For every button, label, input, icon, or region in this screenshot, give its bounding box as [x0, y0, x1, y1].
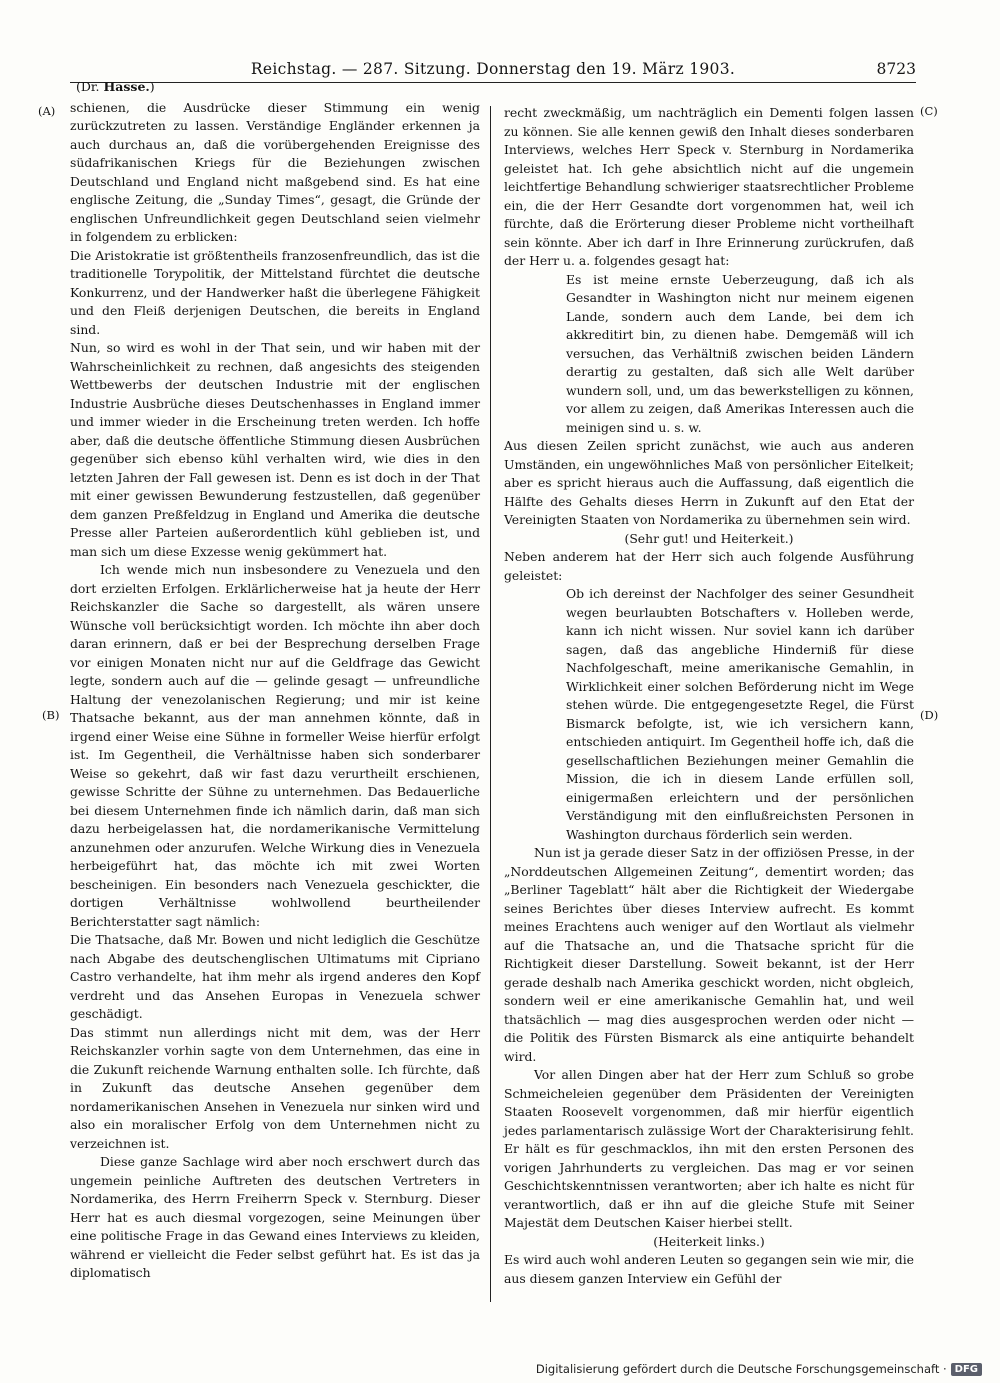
footer-text: Digitalisierung gefördert durch die Deutsche Forschungsgemeinschaft ·: [535, 1362, 947, 1376]
paragraph: Aus diesen Zeilen spricht zunächst, wie auch aus anderen Umständen, ein ungewöhnliches Maß von persönlicher Eitelkeit; aber es spricht hieraus auch die Auffassung, daß eigentlich die Hälfte des Gehalts dieses Herrn in Zukunft auf den Etat der Vereinigten Staaten von Nordamerika zu übernehmen sein wird.: [504, 438, 914, 527]
right-column-body: [504, 104, 914, 1288]
speaker-name: Hasse.: [103, 79, 150, 94]
quoted-passage: Die Aristokratie ist größtentheils franzosenfreundlich, das ist die traditionelle Torypolitik, der Mittelstand fürchtet die deutsche Konkurrenz, und der Handwerker haßt die überlegene Fähigkeit und den Fleiß derjenigen Deutschen, die bereits in England sind.: [70, 247, 480, 337]
paragraph: schienen, die Ausdrücke dieser Stimmung ein wenig zurückzutreten zu lassen. Verständige Engländer erkennen ja auch durchaus an, daß die vorübergehenden Ereignisse des südafrikanischen Kriegs für die Beziehungen zwischen Deutschland und England nicht maßgebend sind. Es hat eine englische Zeitung, die „Sunday Times“, gesagt, die Gründe der englischen Unfreundlichkeit gegen Deutschland seien vielmehr in folgendem zu erblicken:: [70, 99, 480, 244]
header-title: Reichstag. — 287. Sitzung. Donnerstag den 19. März 1903.: [250, 60, 736, 78]
margin-mark-a: (A): [38, 104, 56, 118]
interjection: (Sehr gut! und Heiterkeit.): [624, 530, 794, 546]
left-column: [70, 78, 480, 1283]
left-column-body: [70, 99, 480, 1283]
page-number: 8723: [876, 60, 916, 78]
quoted-passage: Es ist meine ernste Ueberzeugung, daß ich als Gesandter in Washington nicht nur meinem eigenen Lande, sondern auch dem Lande, bei dem ich akkreditirt bin, zu dienen habe. Demgemäß will ich versuchen, das Verhältniß zwischen beiden Ländern derartig zu gestalten, daß sich alle Welt darüber wundern soll, und, um das bewerkstelligen zu können, vor allem zu zeigen, daß Amerikas Interessen auch die meinigen sind u. s. w.: [566, 271, 914, 435]
paragraph: Vor allen Dingen aber hat der Herr zum Schluß so grobe Schmeicheleien gegenüber dem Präsidenten der Vereinigten Staaten Roosevelt vorgenommen, daß mir hierfür eigentlich jedes parlamentarisch zulässige Wort der Charakterisirung fehlt. Er hält es für geschmacklos, ihn mit den ersten Personen des vorigen Jahrhunderts zu vergleichen. Das mag er vor seinen Geschichtskenntnissen verantworten; aber ich halte es nicht für verantwortlich, daß er ihn auf die gleiche Stufe mit Seiner Majestät dem Deutschen Kaiser hierbei stellt.: [504, 1067, 914, 1230]
speaker-suffix: ): [149, 79, 155, 94]
speaker-prefix: (Dr.: [76, 79, 100, 94]
speaker-label: [76, 78, 480, 97]
margin-mark-b: (B): [42, 708, 60, 722]
margin-mark-d: (D): [920, 708, 939, 722]
paragraph: recht zweckmäßig, um nachträglich ein Dementi folgen lassen zu können. Sie alle kennen gewiß den Inhalt dieses sonderbaren Interviews, welches Herr Speck v. Sternburg in Nordamerika geleistet hat. Ich gehe absichtlich nicht auf die ungemein leichtfertige Behandlung schwieriger staatsrechtlicher Probleme ein, die der Herr Gesandte dort vorgenommen hat, weil ich fürchte, daß die Erörterung dieser Probleme nicht vortheilhaft sein könnte. Aber ich darf in Ihre Erinnerung zurückrufen, daß der Herr u. a. folgendes gesagt hat:: [504, 105, 914, 268]
paragraph: Das stimmt nun allerdings nicht mit dem, was der Herr Reichskanzler vorhin sagte von dem Unternehmen, das eine in die Zukunft reichende Warnung enthalten solle. Ich fürchte, daß in Zukunft das deutsche Ansehen gegenüber dem nordamerikanischen Ansehen in Venezuela nur sinken wird und also ein moralischer Erfolg von dem Unternehmen nicht zu verzeichnen ist.: [70, 1024, 480, 1151]
paragraph: Ich wende mich nun insbesondere zu Venezuela und den dort erzielten Erfolgen. Erklärlicherweise hat ja heute der Herr Reichskanzler die Sache so dargestellt, als wären unsere Wünsche voll berücksichtigt worden. Ich möchte ihn aber doch daran erinnern, daß er bei der Besprechung derselben Frage vor einigen Monaten nicht nur auf die Geldfrage das Gewicht legte, sondern auch auf die — gelinde gesagt — unfreundliche Haltung der venezolanischen Regierung; und mir ist keine Thatsache bekannt, aus der man annehmen könnte, daß in irgend einer Weise eine Sühne in formeller Weise hierfür erfolgt ist. Im Gegentheil, die Verhältnisse haben sich sonderbarer Weise so gekehrt, daß wir fast dazu verurtheilt erschienen, gewisse Schritte der Sühne zu unternehmen. Das Bedauerliche bei diesem Unternehmen finde ich nämlich darin, daß man sich dazu herbeigelassen hat, die nordamerikanische Vermittelung anzunehmen oder anzurufen. Welche Wirkung dies in Venezuela herbeigeführt hat, das möchte ich mit zwei Worten bescheinigen. Ein besonders nach Venezuela geschickter, die dortigen Verhältnisse wohlwollend beurtheilender Berichterstatter sagt nämlich:: [70, 562, 480, 929]
column-divider: [490, 106, 491, 1302]
paragraph: Nun ist ja gerade dieser Satz in der offiziösen Presse, in der „Norddeutschen Allgemeinen Zeitung“, dementirt worden; das „Berliner Tageblatt“ hält aber die Richtigkeit der Wiedergabe seines Berichtes über dieses Interview aufrecht. Es kommt meines Erachtens auch weniger auf den Wortlaut als vielmehr auf die Thatsache an, und die Thatsache spricht für die Richtigkeit dieser Darstellung. Soweit bekannt, ist der Herr gerade deshalb nach Amerika geschickt worden, nicht obgleich, sondern weil er eine amerikanische Gemahlin hat, und weil thatsächlich — mag dies ausgesprochen werden oder nicht — die Politik des Fürsten Bismarck als eine antiquirte behandelt wird.: [504, 845, 914, 1064]
dfg-logo: DFG: [951, 1363, 982, 1376]
interjection: (Heiterkeit links.): [653, 1233, 765, 1249]
right-column: [504, 104, 914, 1288]
paragraph: Diese ganze Sachlage wird aber noch erschwert durch das ungemein peinliche Auftreten des deutschen Vertreters in Nordamerika, des Herrn Freiherrn Speck v. Sternburg. Dieser Herr hat es auch diesmal vorgezogen, seine Meinungen über eine politische Frage in das Gewand eines Interviews zu kleiden, während er vielleicht die Feder selbst geführt hat. Es ist das ja diplomatisch: [70, 1154, 480, 1280]
margin-mark-c: (C): [920, 104, 938, 118]
paragraph: Es wird auch wohl anderen Leuten so gegangen sein wie mir, die aus diesem ganzen Interview ein Gefühl der: [504, 1252, 914, 1286]
paragraph: Neben anderem hat der Herr sich auch folgende Ausführung geleistet:: [504, 549, 914, 583]
quoted-passage: Die Thatsache, daß Mr. Bowen und nicht lediglich die Geschütze nach Abgabe des deutschenglischen Ultimatums mit Cipriano Castro verhandelte, hat ihm mehr als irgend anderes den Kopf verdreht und das Ansehen Europas in Venezuela schwer geschädigt.: [70, 932, 480, 1021]
footer-credit: [536, 1362, 982, 1376]
paragraph: Nun, so wird es wohl in der That sein, und wir haben mit der Wahrscheinlichkeit zu rechnen, daß angesichts des steigenden Wettbewerbs der deutschen Industrie mit der englischen Industrie Ausbrüche dieses Deutschenhasses in England immer und immer wieder in die Erscheinung treten werden. Ich hoffe aber, daß die deutsche öffentliche Stimmung diesen Ausbrüchen gegenüber sich ebenso kühl verhalten wird, wie dies in den letzten Jahren der Fall gewesen ist. Denn es ist doch in der That mit einer gewissen Bewunderung festzustellen, daß gegenüber dem ganzen Preßfeldzug in England und Amerika die deutsche Presse aller Parteien außerordentlich kühl geblieben ist, und man sich um diese Exzesse wenig gekümmert hat.: [70, 340, 480, 559]
quoted-passage: Ob ich dereinst der Nachfolger des seiner Gesundheit wegen beurlaubten Botschafters v. Holleben werde, kann ich nicht wissen. Nur soviel kann ich darüber sagen, daß das angebliche Hinderniß für diese Nachfolgeschaft, meine amerikanische Gemahlin, in Wirklichkeit einer solchen Beförderung nicht im Wege stehen würde. Die entgegengesetzte Regel, die Fürst Bismarck befolgte, ist, wie ich versichern kann, entschieden antiquirt. Im Gegentheil hoffe ich, daß die gesellschaftlichen Beziehungen meiner Gemahlin die Mission, die ich in diesem Lande erfüllen soll, einigermaßen erleichtern und der persönlichen Verständigung mit den einflußreichsten Personen in Washington durchaus förderlich sein werden.: [566, 586, 914, 842]
